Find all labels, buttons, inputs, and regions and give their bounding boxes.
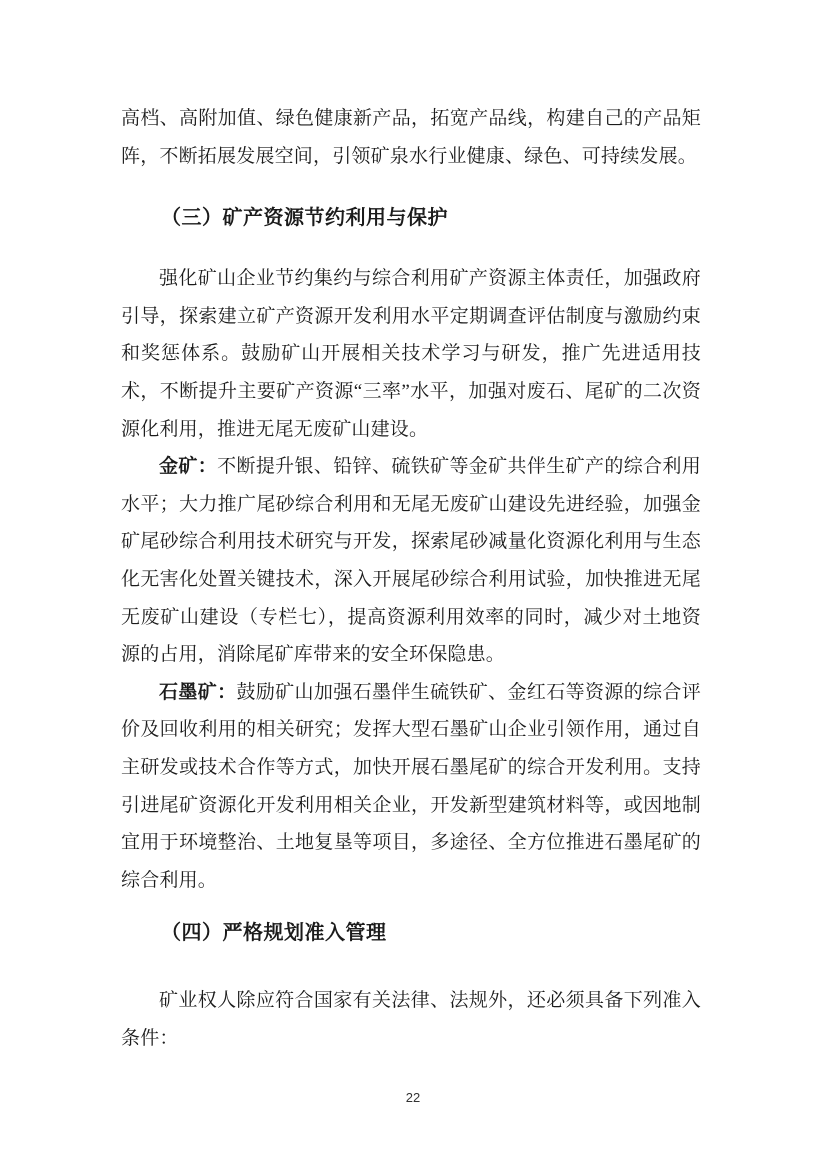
section-heading-4: （四）严格规划准入管理 xyxy=(161,922,387,945)
paragraph-text: 鼓励矿山加强石墨伴生硫铁矿、金红石等资源的综合评价及回收利用的相关研究；发挥大型石墨矿山企业引领作用，通过自主研发或技术合作等方式，加快开展石墨尾矿的综合开发利用。支持引进尾矿资源化开发利用相关企业，开发新型建筑材料等，或因地制宜用于环境整治、土地复垦等项目，多途径、全方位推进石墨尾矿的综合利用。 xyxy=(121,681,701,891)
paragraph-gold-ore xyxy=(121,448,701,674)
page-number: 22 xyxy=(405,1090,421,1105)
paragraph xyxy=(121,260,701,448)
paragraph-text: 高档、高附加值、绿色健康新产品，拓宽产品线，构建自己的产品矩阵，不断拓展发展空间，引领矿泉水行业健康、绿色、可持续发展。 xyxy=(121,108,701,167)
inline-label-graphite-ore: 石墨矿： xyxy=(159,681,237,703)
paragraph-text: 强化矿山企业节约集约与综合利用矿产资源主体责任，加强政府引导，探索建立矿产资源开发利用水平定期调查评估制度与激励约束和奖惩体系。鼓励矿山开展相关技术学习与研发，推广先进适用技术，不断提升主要矿产资源“三率”水平，加强对废石、尾矿的二次资源化利用，推进无尾无废矿山建设。 xyxy=(121,268,701,440)
paragraph-text: 不断提升银、铅锌、硫铁矿等金矿共伴生矿产的综合利用水平；大力推广尾砂综合利用和无尾无废矿山建设先进经验，加强金矿尾砂综合利用技术研究与开发，探索尾砂减量化资源化利用与生态化无害化处置关键技术，深入开展尾砂综合利用试验，加快推进无尾无废矿山建设（专栏七），提高资源利用效率的同时，减少对土地资源的占用，消除尾矿库带来的安全环保隐患。 xyxy=(121,456,701,666)
paragraph-text: 矿业权人除应符合国家有关法律、法规外，还必须具备下列准入条件： xyxy=(121,990,701,1049)
paragraph-graphite-ore xyxy=(121,674,701,900)
inline-label-gold-ore: 金矿： xyxy=(159,456,218,478)
paragraph xyxy=(121,982,701,1057)
paragraph-continuation xyxy=(121,100,701,175)
document-body xyxy=(121,100,701,1057)
section-heading-3: （三）矿产资源节约利用与保护 xyxy=(161,207,448,230)
